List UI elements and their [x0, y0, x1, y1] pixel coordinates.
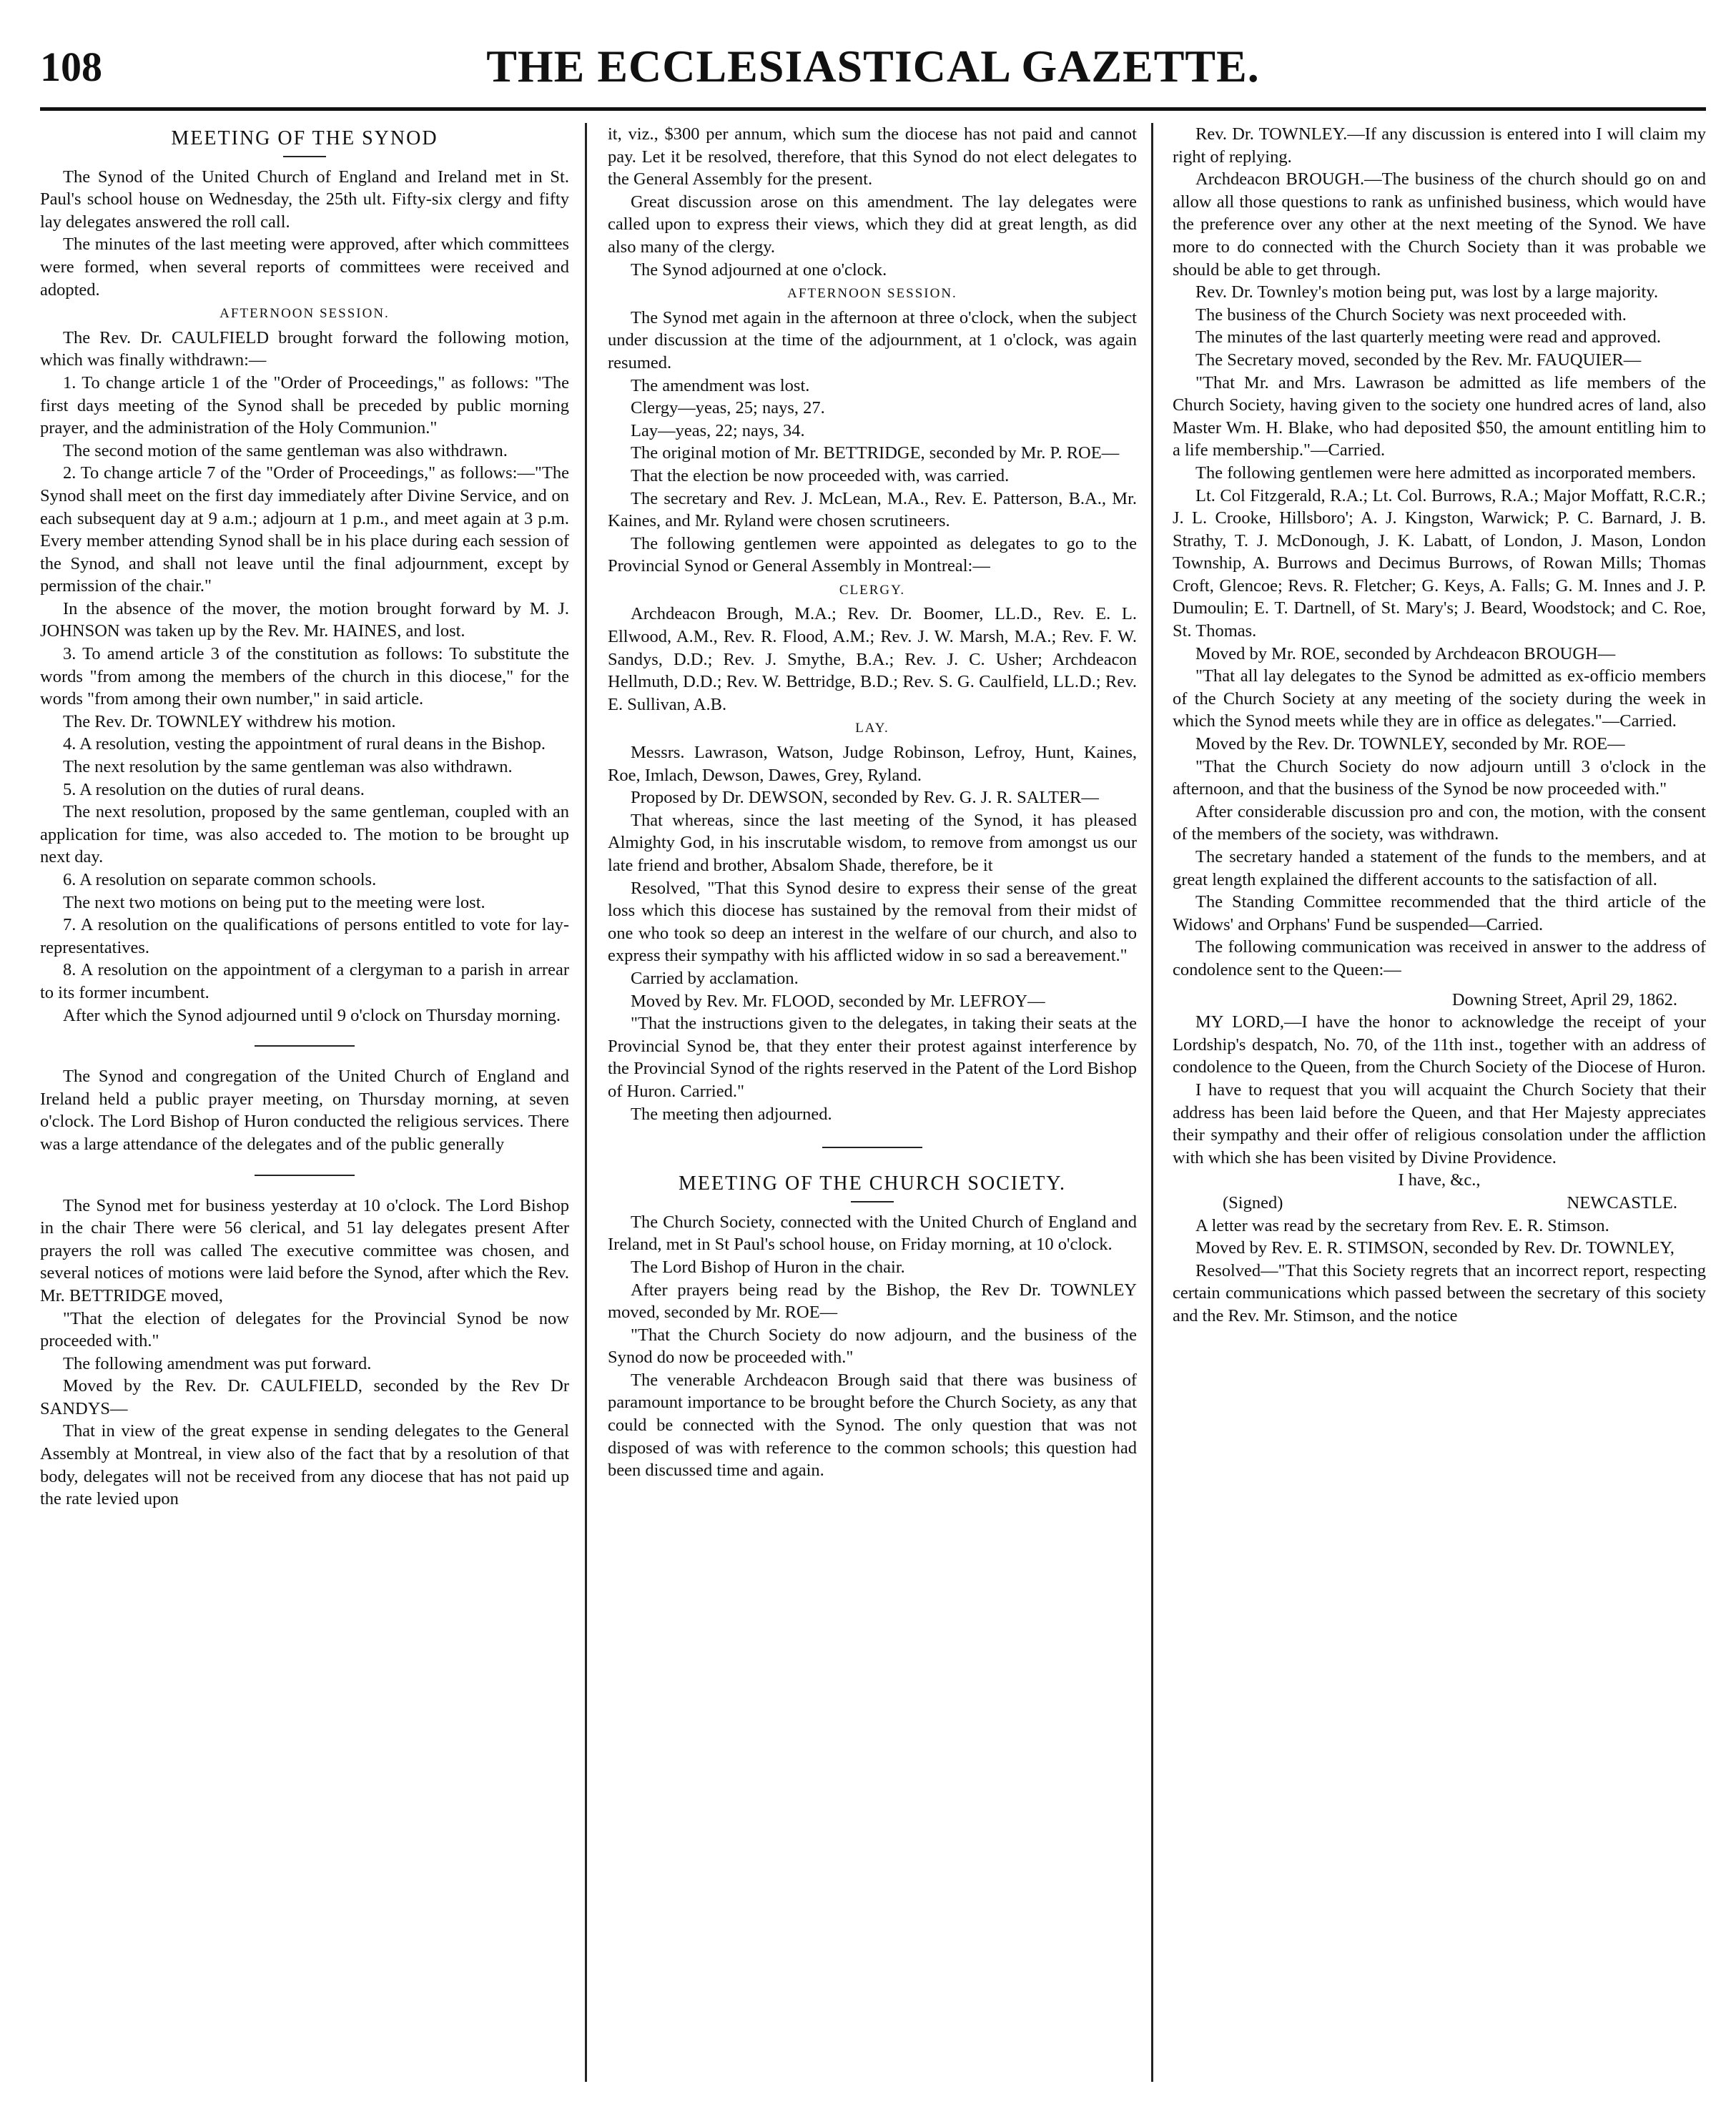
paragraph: 6. A resolution on separate common schools. [63, 870, 377, 889]
afternoon-session-subhead: AFTERNOON SESSION. [220, 306, 390, 322]
paragraph: The Standing Committee recommended that the third article of the Widows' and Orphans' Fund be suspended—Carried. [1173, 892, 1706, 934]
paragraph: "That the election of delegates for the Provincial Synod be now proceeded with." [40, 1308, 569, 1351]
synod-heading: MEETING OF THE SYNOD [171, 127, 438, 149]
paragraph: The Rev. Dr. CAULFIELD brought forward the following motion, which was finally withdrawn:— [40, 327, 569, 370]
paragraph: I have to request that you will acquaint the Church Society that their address has been laid before the Queen, and that Her Majesty appreciates their sympathy and their offer of religious consolation under the affliction with which she has been visited by Divine Providence. [1173, 1080, 1706, 1167]
column-rule-2 [1151, 123, 1153, 2082]
paragraph: The secretary handed a statement of the funds to the members, and at great length explained the different accounts to the satisfaction of all. [1173, 847, 1706, 889]
masthead [40, 37, 1706, 102]
section-separator [822, 1147, 922, 1148]
paragraph: Resolved, "That this Synod desire to express their sense of the great loss which this diocese has sustained by the removal from their midst of one who took so deep an interest in the welfare of our church, and also to express their sympathy with his afflicted widow in so sad a bereavement." [608, 878, 1137, 966]
signed-label: (Signed) [1223, 1192, 1283, 1212]
paragraph: That whereas, since the last meeting of the Synod, it has pleased Almighty God, in his inscrutable wisdom, to remove from amongst us our late friend and brother, Absalom Shade, therefore, be it [608, 810, 1137, 875]
page-number: 108 [40, 44, 102, 90]
paragraph: The following gentlemen were appointed as delegates to go to the Provincial Synod or General Assembly in Montreal:— [608, 533, 1137, 576]
paragraph: The original motion of Mr. BETTRIDGE, seconded by Mr. P. ROE— [631, 443, 1120, 463]
gazette-title: THE ECCLESIASTICAL GAZETTE. [486, 41, 1260, 92]
paragraph: 5. A resolution on the duties of rural deans. [63, 779, 365, 799]
paragraph: That the election be now proceeded with, was carried. [631, 465, 1010, 485]
paragraph: The Lord Bishop of Huron in the chair. [631, 1257, 905, 1277]
paragraph: The Synod adjourned at one o'clock. [631, 260, 887, 280]
paragraph: Archdeacon Brough, M.A.; Rev. Dr. Boomer, LL.D., Rev. E. L. Ellwood, A.M., Rev. R. Flood, A.M.; Rev. J. W. Marsh, M.A.; Rev. F. W. Sandys, D.D.; Rev. J. Smythe, B.A.; Rev. J. C. Usher; Archdeacon Hellmuth, D.D.; Rev. W. Bettridge, B.D.; Rev. S. G. Caulfield, LL.D.; Rev. E. Sullivan, A.B. [608, 604, 1137, 714]
afternoon-session-subhead: AFTERNOON SESSION. [787, 286, 957, 302]
church-society-heading: MEETING OF THE CHURCH SOCIETY. [679, 1172, 1066, 1195]
column-rule-1 [585, 123, 587, 2082]
paragraph: Moved by Rev. Mr. FLOOD, seconded by Mr. LEFROY— [631, 991, 1045, 1011]
paragraph: Moved by Mr. ROE, seconded by Archdeacon BROUGH— [1195, 643, 1616, 663]
paragraph: Resolved—"That this Society regrets that an incorrect report, respecting certain communications which passed between the secretary of this society and the Rev. Mr. Stimson, and the notice [1173, 1260, 1706, 1325]
paragraph: The Rev. Dr. TOWNLEY withdrew his motion. [63, 711, 396, 731]
paragraph: After prayers being read by the Bishop, the Rev Dr. TOWNLEY moved, seconded by Mr. ROE— [608, 1280, 1137, 1323]
paragraph: The secretary and Rev. J. McLean, M.A., Rev. E. Patterson, B.A., Mr. Kaines, and Mr. Ryland were chosen scrutineers. [608, 488, 1137, 531]
paragraph: The following amendment was put forward. [63, 1353, 372, 1373]
paragraph: Lt. Col Fitzgerald, R.A.; Lt. Col. Burrows, R.A.; Major Moffatt, R.C.R.; J. L. Crooke, Hillsboro'; A. J. Kingston, Warwick; P. C. Barnard, J. B. Strathy, T. J. McDonough, J. K. Labatt, of London, J. Mason, London Township, A. Burrows and Decimus Burrows, of Rowan Mills; Thomas Croft, Glencoe; Revs. R. Fletcher; G. Keys, A. Falls; G. M. Innes and J. P. Dumoulin; E. T. Dartnell, of St. Mary's; J. Beard, Woodstock; and C. Roe, St. Thomas. [1173, 485, 1706, 641]
paragraph: Rev. Dr. TOWNLEY.—If any discussion is entered into I will claim my right of replying. [1173, 124, 1706, 167]
paragraph: "That the instructions given to the delegates, in taking their seats at the Provincial Synod be, that they enter their protest against interference by the Provincial Synod of the rights reserved in the Patent of the Lord Bishop of Huron. Carried." [608, 1014, 1137, 1101]
paragraph: Moved by the Rev. Dr. TOWNLEY, seconded by Mr. ROE— [1195, 734, 1625, 754]
paragraph: After considerable discussion pro and con, the motion, with the consent of the members of the society, was withdrawn. [1173, 801, 1706, 844]
paragraph: 1. To change article 1 of the "Order of Proceedings," as follows: "The first days meeting of the Synod shall be preceded by public morning prayer, and the administration of the Holy Communion." [40, 372, 569, 438]
section-separator [255, 1045, 355, 1047]
paragraph: The venerable Archdeacon Brough said that there was business of paramount importance to be brought before the Church Society, as any that could be connected with the Synod. The only question that was not disposed of was with reference to the common schools; this question had been discussed time and again. [608, 1370, 1137, 1481]
paragraph: The minutes of the last meeting were approved, after which committees were formed, when several reports of committees were received and adopted. [40, 234, 569, 300]
paragraph: 7. A resolution on the qualifications of persons entitled to vote for lay-representatives. [40, 915, 569, 957]
paragraph: Great discussion arose on this amendment. The lay delegates were called upon to express their views, which they did at great length, as did also many of the clergy. [608, 192, 1137, 257]
paragraph: The Church Society, connected with the United Church of England and Ireland, met in St Paul's school house, on Friday morning, at 10 o'clock. [608, 1212, 1137, 1255]
section-separator [255, 1175, 355, 1176]
paragraph: "That all lay delegates to the Synod be admitted as ex-officio members of the Church Society at any meeting of the society during the week in which the Synod meets while they are in office as delegates."—Carried. [1173, 666, 1706, 731]
signatory-name: NEWCASTLE. [1567, 1192, 1677, 1212]
paragraph: The Synod met for business yesterday at 10 o'clock. The Lord Bishop in the chair There were 56 clerical, and 51 lay delegates present After prayers the roll was called The executive committee was chosen, and several notices of motions were laid before the Synod, after which the Rev. Mr. BETTRIDGE moved, [40, 1195, 569, 1305]
heading-dash [283, 156, 326, 157]
column-2 [608, 123, 1137, 1482]
paragraph: In the absence of the mover, the motion brought forward by M. J. JOHNSON was taken up by the Rev. Mr. HAINES, and lost. [40, 598, 569, 641]
paragraph: "That the Church Society do now adjourn, and the business of the Synod do now be proceeded with." [608, 1325, 1137, 1368]
paragraph: Lay—yeas, 22; nays, 34. [631, 420, 805, 440]
paragraph: it, viz., $300 per annum, which sum the diocese has not paid and cannot pay. Let it be resolved, therefore, that this Synod do not elect delegates to the General Assembly for the present. [608, 124, 1137, 189]
paragraph: The following communication was received in answer to the address of condolence sent to the Queen:— [1173, 937, 1706, 979]
letter-dateline: Downing Street, April 29, 1862. [1451, 989, 1677, 1009]
paragraph: That in view of the great expense in sending delegates to the General Assembly at Montreal, in view also of the fact that by a resolution of that body, delegates will not be received from any diocese that has not paid up the rate levied upon [40, 1421, 569, 1509]
paragraph: The business of the Church Society was next proceeded with. [1195, 305, 1627, 325]
paragraph: The next resolution, proposed by the same gentleman, coupled with an application for time, was also acceded to. The motion to be brought up next day. [40, 802, 569, 867]
paragraph: The Secretary moved, seconded by the Rev. Mr. FAUQUIER— [1195, 350, 1642, 370]
paragraph: A letter was read by the secretary from Rev. E. R. Stimson. [1195, 1215, 1609, 1235]
paragraph: Moved by Rev. E. R. STIMSON, seconded by Rev. Dr. TOWNLEY, [1195, 1238, 1675, 1258]
paragraph: The amendment was lost. [631, 375, 810, 395]
paragraph: Moved by the Rev. Dr. CAULFIELD, seconded by the Rev Dr SANDYS— [40, 1376, 569, 1418]
paragraph: The following gentlemen were here admitted as incorporated members. [1195, 463, 1697, 483]
paragraph: "That Mr. and Mrs. Lawrason be admitted as life members of the Church Society, having given to the society one hundred acres of land, also Master Wm. H. Blake, who had deposited $50, the amount entitling him to a life membership."—Carried. [1173, 372, 1706, 460]
paragraph: 8. A resolution on the appointment of a clergyman to a parish in arrear to its former incumbent. [40, 960, 569, 1002]
paragraph: The second motion of the same gentleman was also withdrawn. [63, 440, 508, 460]
paragraph: Rev. Dr. Townley's motion being put, was lost by a large majority. [1195, 282, 1659, 302]
paragraph: Carried by acclamation. [631, 968, 799, 988]
paragraph: Archdeacon BROUGH.—The business of the church should go on and allow all those questions to rank as unfinished business, which would have the preference over any other at the next meeting of the Synod. We have more to do connected with the Church Society than it was probable we should be able to get through. [1173, 169, 1706, 280]
masthead-rule [40, 107, 1706, 111]
paragraph: The Synod met again in the afternoon at three o'clock, when the subject under discussion at the time of the adjournment, at 1 o'clock, was again resumed. [608, 307, 1137, 372]
letter-closing: I have, &c., [1398, 1170, 1481, 1190]
letter-signature [1173, 1192, 1706, 1215]
paragraph: Messrs. Lawrason, Watson, Judge Robinson, Lefroy, Hunt, Kaines, Roe, Imlach, Dewson, Dawes, Grey, Ryland. [608, 743, 1137, 785]
paragraph: The Synod and congregation of the United Church of England and Ireland held a public prayer meeting, on Thursday morning, at seven o'clock. The Lord Bishop of Huron conducted the religious services. There was a large attendance of the delegates and of the public generally [40, 1067, 569, 1154]
paragraph: Proposed by Dr. DEWSON, seconded by Rev. G. J. R. SALTER— [631, 788, 1099, 808]
paragraph: "That the Church Society do now adjourn untill 3 o'clock in the afternoon, and that the business of the Synod be now proceeded with." [1173, 756, 1706, 799]
paragraph: The next two motions on being put to the meeting were lost. [63, 892, 485, 912]
heading-dash [851, 1201, 894, 1202]
paragraph: 2. To change article 7 of the "Order of Proceedings," as follows:—"The Synod shall meet on the first day immediately after Divine Service, and on each subsequent day at 9 a.m.; adjourn at 1 p.m., and meet again at 3 p.m. Every member attending Synod shall be in his place during each session of the Synod, and shall not leave until the final adjournment, except by permission of the chair." [40, 463, 569, 596]
paragraph: 3. To amend article 3 of the constitution as follows: To substitute the words "from among the members of the church in this diocese," for the words "from among their own number," in said article. [40, 644, 569, 709]
paragraph: After which the Synod adjourned until 9 o'clock on Thursday morning. [63, 1005, 561, 1025]
paragraph: The Synod of the United Church of England and Ireland met in St. Paul's school house on Wednesday, the 25th ult. Fifty-six clergy and fifty lay delegates answered the roll call. [40, 167, 569, 232]
paragraph: MY LORD,—I have the honor to acknowledge the receipt of your Lordship's despatch, No. 70, of the 11th inst., together with an address of condolence to the Queen, from the Church Society of the Diocese of Huron. [1173, 1012, 1706, 1077]
lay-subhead: LAY. [855, 721, 889, 736]
clergy-subhead: CLERGY. [839, 582, 906, 598]
paragraph: Clergy—yeas, 25; nays, 27. [631, 398, 825, 418]
paragraph: The meeting then adjourned. [631, 1104, 832, 1124]
paragraph: The next resolution by the same gentleman was also withdrawn. [63, 757, 513, 777]
paragraph: 4. A resolution, vesting the appointment of rural deans in the Bishop. [63, 734, 546, 754]
column-3 [1173, 123, 1706, 1327]
column-1 [40, 123, 569, 1511]
paragraph: The minutes of the last quarterly meeting were read and approved. [1195, 327, 1662, 347]
